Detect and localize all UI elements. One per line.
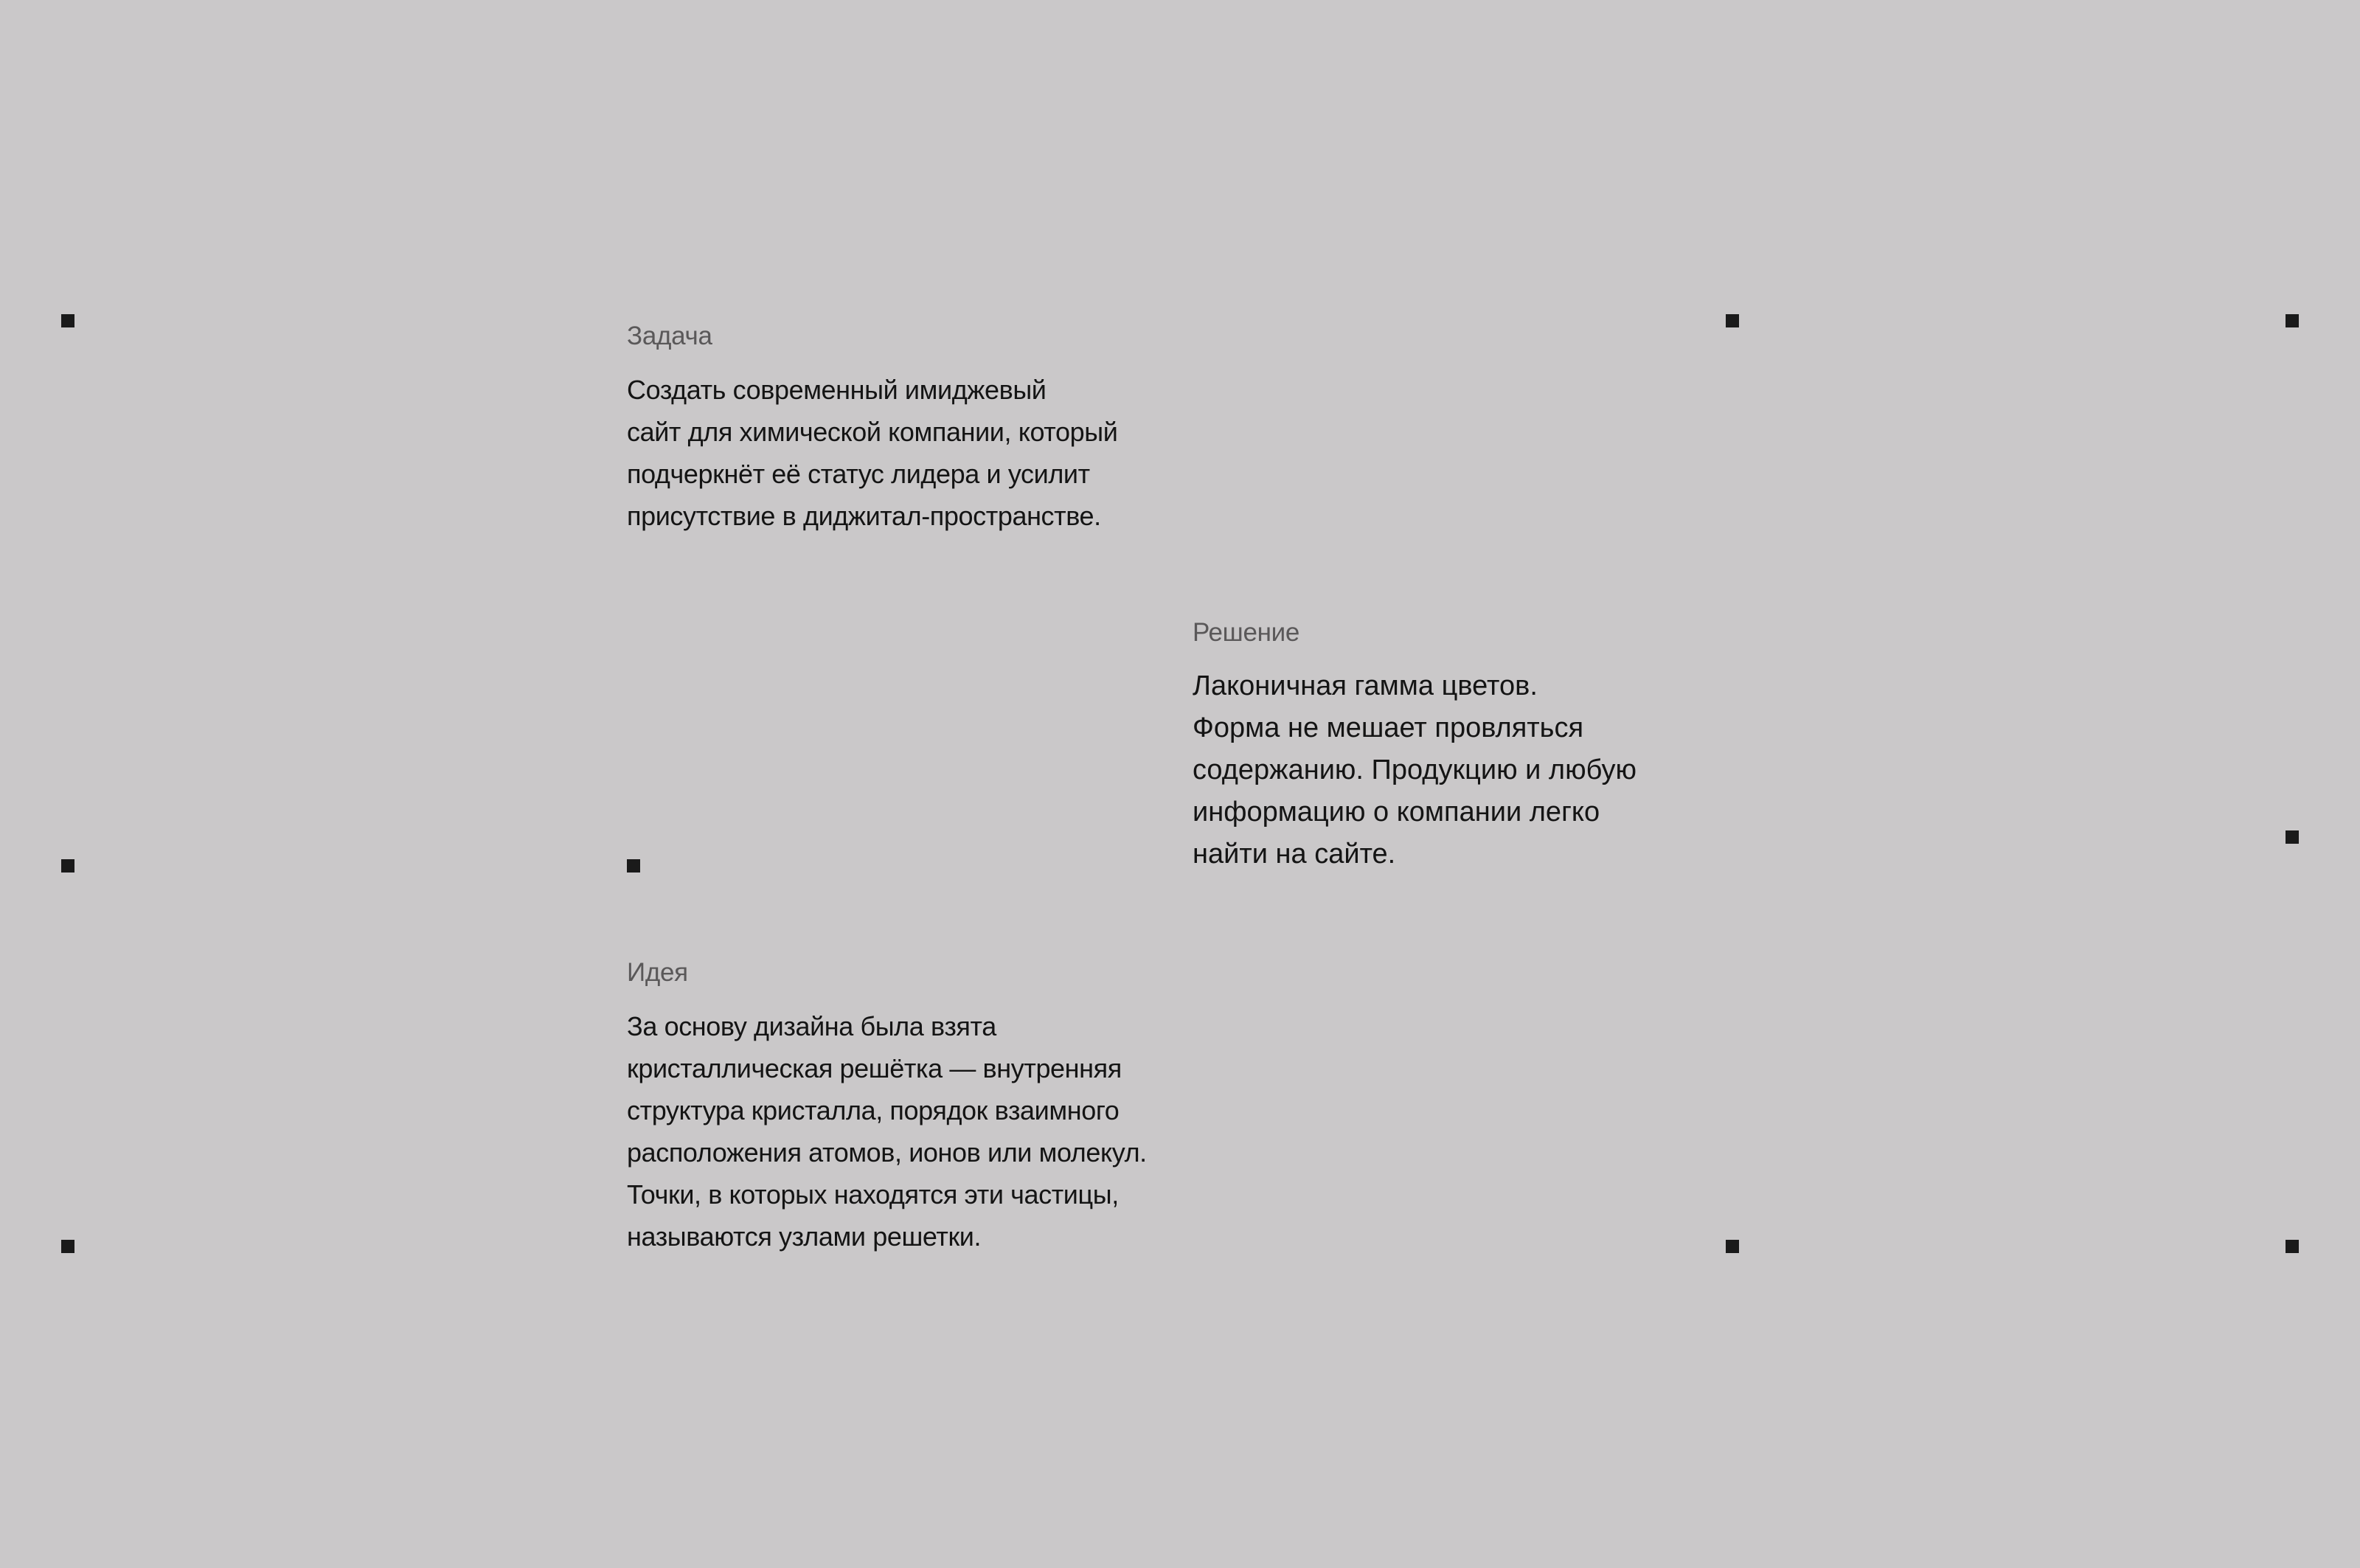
task-heading: Задача: [627, 322, 712, 350]
lattice-node-marker: [61, 859, 74, 873]
solution-text: Лаконичная гамма цветов. Форма не мешает провляться содержанию. Продукцию и любую информацию о компании легко найти на сайте.: [1193, 670, 1637, 870]
lattice-node-marker: [61, 314, 74, 327]
task-text: Создать современный имиджевый сайт для химической компании, который подчеркнёт её статус лидера и усилит присутствие в диджитал-пространстве.: [627, 375, 1118, 531]
lattice-node-marker: [61, 1240, 74, 1253]
lattice-node-marker: [2286, 830, 2299, 844]
idea-section: [627, 957, 1202, 1257]
idea-text: За основу дизайна была взята кристаллическая решётка — внутренняя структура кристалла, порядок взаимного расположения атомов, ионов или молекул. Точки, в которых находятся эти частицы, называются узлами решетки.: [627, 1011, 1147, 1252]
lattice-node-marker: [2286, 1240, 2299, 1253]
lattice-node-marker: [1726, 1240, 1739, 1253]
task-section: [627, 320, 1187, 537]
lattice-node-marker: [1726, 314, 1739, 327]
solution-heading: Решение: [1193, 618, 1300, 647]
solution-section: [1193, 617, 1738, 875]
idea-heading: Идея: [627, 958, 688, 987]
lattice-node-marker: [627, 859, 640, 873]
lattice-node-marker: [2286, 314, 2299, 327]
